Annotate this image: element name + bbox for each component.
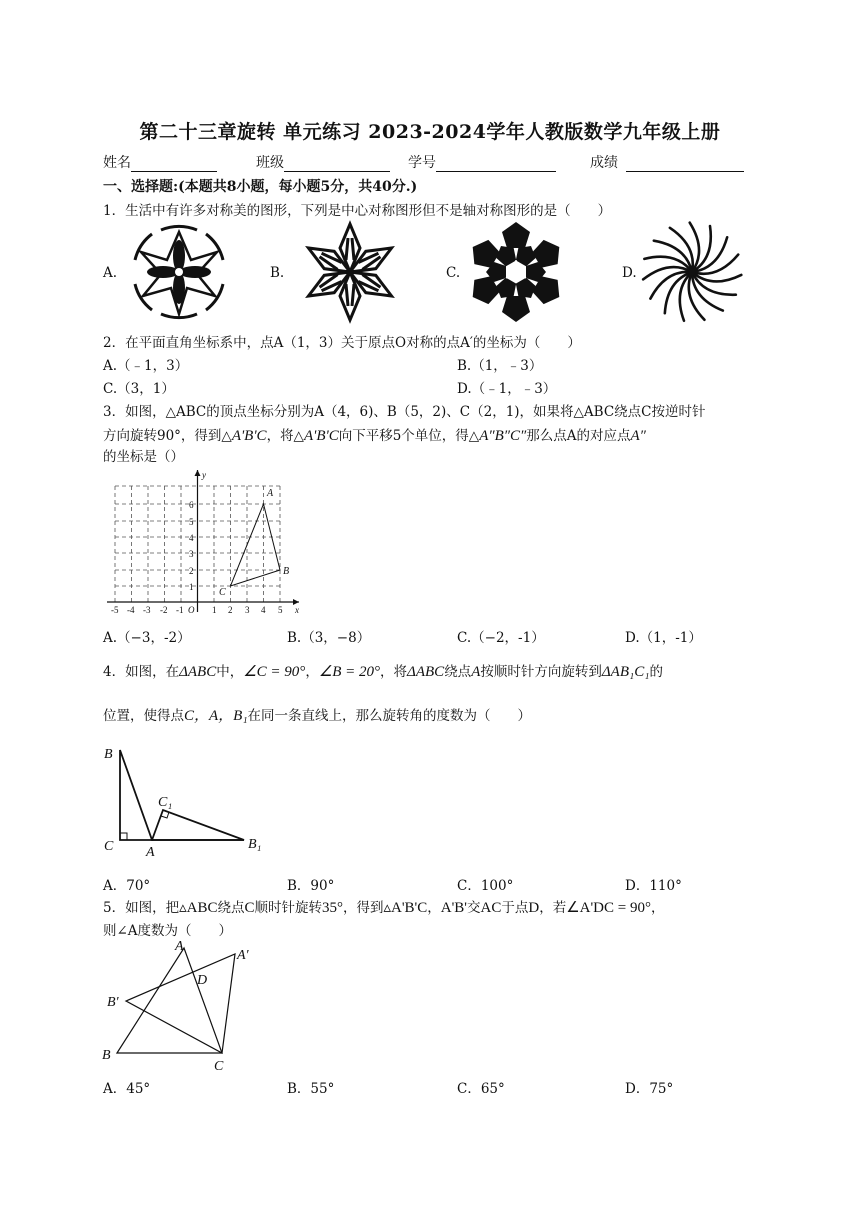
q5-option-c[interactable]: C．65°	[457, 1081, 505, 1097]
q4-option-b[interactable]: B．90°	[287, 878, 335, 894]
y-tick: 1	[189, 582, 194, 592]
x-tick: -4	[127, 605, 135, 615]
point-b-label: B	[102, 1048, 111, 1063]
x-tick: -2	[160, 605, 168, 615]
y-tick: 2	[189, 566, 194, 576]
q4-text-c: ，	[305, 664, 319, 680]
x-tick: 5	[278, 605, 283, 615]
q4-text-g: 的	[649, 664, 663, 680]
q1-figure-b	[290, 220, 410, 324]
q4-text-h: 位置，使得点	[103, 708, 184, 724]
q4-triangle: ΔABC	[179, 664, 217, 680]
q5-stem-line1	[103, 896, 664, 917]
q3-option-c[interactable]: C.（−2，-1）	[457, 630, 545, 646]
q3-text-c: 向下平移5个单位，得△	[338, 428, 480, 444]
q1-figure-a	[123, 222, 235, 322]
point-c-label: C	[104, 839, 114, 854]
q1-figure-d	[638, 220, 746, 324]
class-field	[256, 152, 390, 172]
q4-figure	[100, 740, 280, 860]
q4-option-c[interactable]: C．100°	[457, 878, 514, 894]
q3-stem-line2	[103, 424, 646, 445]
y-tick: 6	[189, 500, 194, 510]
q4-text-i: 在同一条直线上，那么旋转角的度数为（ ）	[247, 708, 532, 724]
triangle-abc	[231, 504, 281, 586]
q5-text-c: 顺时针旋转	[254, 900, 322, 916]
y-axis-arrow	[195, 470, 201, 476]
q5-segment: A'B'	[440, 900, 468, 916]
q3-stem-line3: 的坐标是（）	[103, 449, 184, 465]
q3-option-b[interactable]: B.（3，−8）	[287, 630, 371, 646]
q4-triangle-3: ΔAB₁C₁	[601, 664, 650, 680]
point-a-label: A	[267, 488, 274, 499]
q5-option-d[interactable]: D．75°	[625, 1081, 674, 1097]
x-tick: -5	[111, 605, 119, 615]
q1-option-b[interactable]: B.	[270, 265, 285, 281]
point-c-label: C	[219, 587, 226, 598]
score-label: 成绩	[590, 155, 618, 171]
q5-text-d: ，得到	[342, 900, 384, 916]
q3-option-a[interactable]: A.（−3，-2）	[103, 630, 191, 646]
q5-text-i: ，	[650, 900, 665, 916]
y-tick: 5	[189, 517, 194, 527]
q5-text-h: ，若	[539, 900, 567, 916]
score-field	[590, 152, 744, 172]
name-field	[103, 152, 217, 172]
q1-option-a[interactable]: A.	[103, 265, 118, 281]
point-a-label: A	[175, 939, 184, 954]
q4-angle-b: ∠B = 20°	[318, 664, 381, 680]
class-label: 班级	[256, 155, 284, 171]
point-c-label: C	[214, 1059, 224, 1074]
point-d-label: D	[197, 973, 208, 988]
y-tick: 3	[189, 549, 194, 559]
q5-option-b[interactable]: B．55°	[287, 1081, 335, 1097]
name-label: 姓名	[103, 155, 131, 171]
q4-text-d: ，将	[380, 664, 408, 680]
point-b1-label: B₁	[248, 837, 262, 852]
id-label: 学号	[408, 155, 436, 171]
q5-text-e: ，	[427, 900, 441, 916]
triangle-abc	[117, 948, 222, 1053]
q5-text-a: 5．如图，把	[103, 900, 180, 916]
q5-degree: 35°	[321, 900, 343, 916]
q4-point-a: A	[471, 664, 481, 680]
q1-option-c[interactable]: C.	[446, 265, 461, 281]
triangle-ab1c1	[152, 810, 244, 840]
q5-segment-2: AC	[480, 900, 502, 916]
q3-text-a: 方向旋转90°，得到△	[103, 428, 232, 444]
q2-stem: 2．在平面直角坐标系中，点A（1，3）关于原点O对称的点A′的坐标为（ ）	[103, 335, 581, 351]
q2-option-c[interactable]: C.（3，1）	[103, 381, 175, 397]
q5-stem-line2: 则∠A度数为（ ）	[103, 923, 233, 939]
score-blank[interactable]	[626, 157, 744, 172]
q4-text-e: 绕点	[444, 664, 472, 680]
q4-angle-c: ∠C = 90°	[243, 664, 306, 680]
q3-stem-line1: 3．如图，△ABC的顶点坐标分别为A（4，6)、B（5，2)、C（2，1)，如果将△ABC绕点C按逆时针	[103, 404, 706, 420]
q5-option-a[interactable]: A．45°	[103, 1081, 151, 1097]
point-b-label: B	[283, 566, 290, 577]
triangle-abc	[120, 750, 152, 840]
q4-option-d[interactable]: D．110°	[625, 878, 682, 894]
id-field	[408, 152, 556, 172]
q4-points: C，A，B₁	[184, 708, 248, 724]
q5-text-b: 绕点	[217, 900, 245, 916]
x-tick: 1	[212, 605, 217, 615]
x-tick: 3	[245, 605, 250, 615]
x-tick: -1	[176, 605, 184, 615]
q5-triangle-2: ▵A'B'C	[383, 900, 428, 916]
origin-label: O	[188, 605, 195, 615]
q4-stem-line1	[103, 660, 663, 681]
q3-point: A″	[630, 428, 646, 444]
class-blank[interactable]	[284, 157, 390, 172]
x-tick: 2	[228, 605, 233, 615]
q3-text-d: 那么点A的对应点	[526, 428, 631, 444]
section-heading: 一、选择题:(本题共8小题，每小题5分，共40分.)	[103, 179, 418, 195]
q2-option-b[interactable]: B.（1，﹣3）	[457, 358, 543, 374]
q1-figure-c	[464, 220, 568, 324]
x-tick: 4	[261, 605, 266, 615]
point-a-label: A	[146, 845, 155, 860]
q4-text-b: 中，	[216, 664, 244, 680]
point-c1-label: C₁	[158, 795, 173, 810]
q5-figure	[100, 936, 270, 1076]
triangle-a1b1c	[126, 954, 235, 1053]
q4-option-a[interactable]: A．70°	[103, 878, 151, 894]
q1-stem: 1．生活中有许多对称美的图形，下列是中心对称图形但不是轴对称图形的是（ ）	[103, 203, 612, 219]
q1-option-d[interactable]: D.	[622, 265, 637, 281]
y-tick: 4	[189, 533, 194, 543]
q3-coordinate-graph	[103, 466, 313, 616]
q2-option-a[interactable]: A.（﹣1，3）	[103, 358, 189, 374]
point-b-label: B	[104, 747, 113, 762]
q5-angle: ∠A'DC = 90°	[566, 900, 651, 916]
q3-triangle-1: A'B'C	[231, 428, 267, 444]
q5-text-g: 于点	[501, 900, 529, 916]
y-axis-label: y	[202, 470, 206, 480]
x-tick: -3	[143, 605, 151, 615]
point-a1-label: A′	[237, 948, 249, 963]
id-blank[interactable]	[436, 157, 556, 172]
name-blank[interactable]	[131, 157, 217, 172]
q3-option-d[interactable]: D.（1，-1）	[625, 630, 702, 646]
q3-triangle-2: A'B'C	[303, 428, 339, 444]
q4-triangle-2: ΔABC	[407, 664, 445, 680]
q5-point-d: D	[528, 900, 540, 916]
q3-text-b: ，将△	[266, 428, 304, 444]
q5-triangle: ▵ABC	[179, 900, 218, 916]
q5-text-f: 交	[467, 900, 481, 916]
q5-point-c: C	[244, 900, 255, 916]
point-b1-label: B′	[107, 995, 119, 1010]
grid-lines	[115, 486, 283, 602]
q3-triangle-3: A″B″C″	[479, 428, 527, 444]
q4-stem-line2	[103, 704, 531, 725]
q2-option-d[interactable]: D.（﹣1，﹣3）	[457, 381, 557, 397]
q4-text-a: 4．如图，在	[103, 664, 180, 680]
x-axis-label: x	[295, 605, 299, 615]
q4-text-f: 按顺时针方向旋转到	[480, 664, 602, 680]
page-title: 第二十三章旋转 单元练习 2023-2024学年人教版数学九年级上册	[139, 121, 721, 143]
